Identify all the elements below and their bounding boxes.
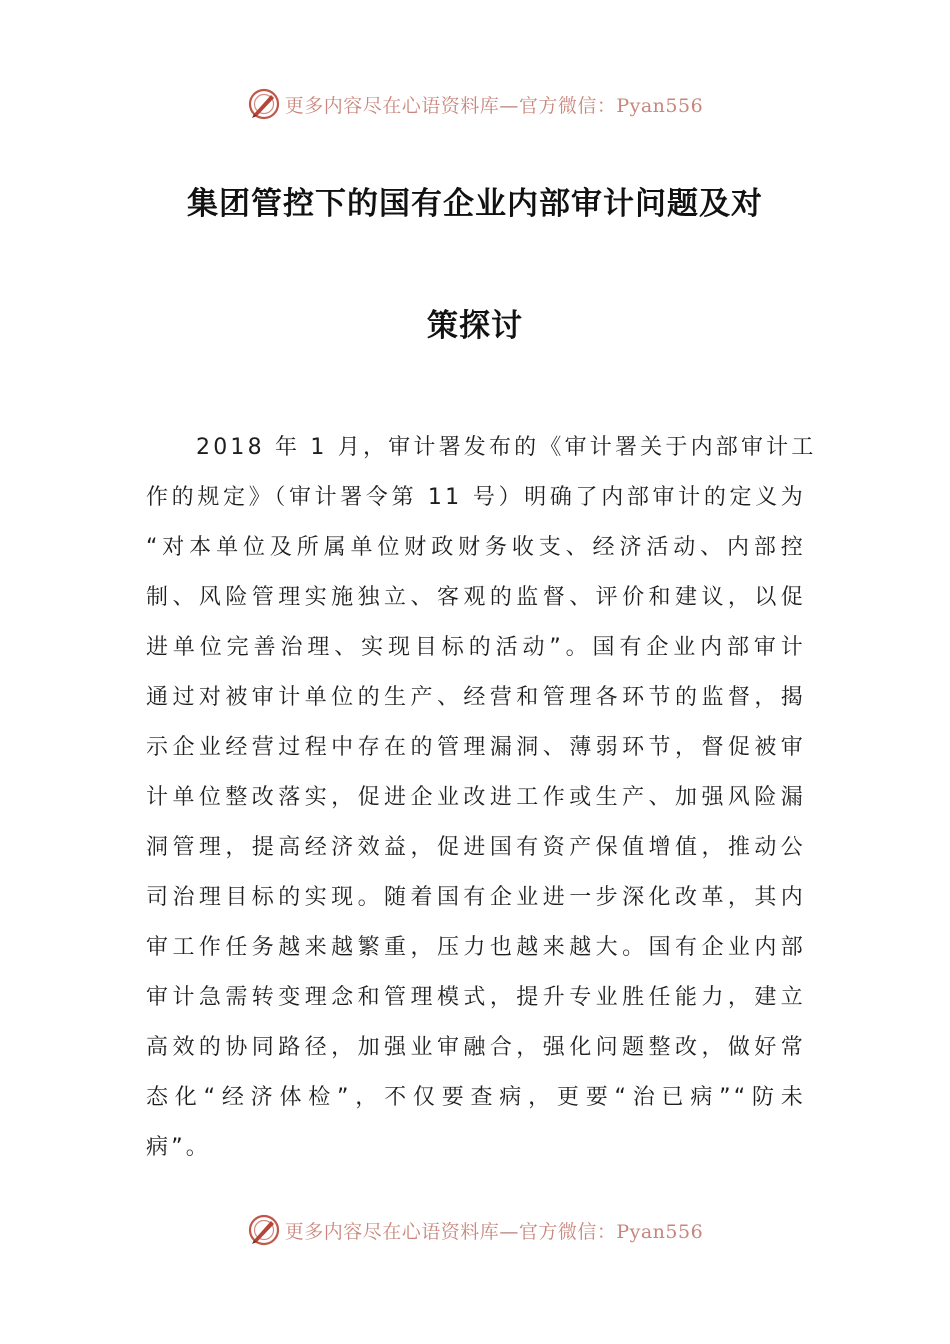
paragraph-line: 制、风险管理实施独立、客观的监督、评价和建议，以促 xyxy=(146,585,806,610)
paragraph-line: 计单位整改落实，促进企业改进工作或生产、加强风险漏 xyxy=(146,785,806,810)
paragraph-line: 高效的协同路径，加强业审融合，强化问题整改，做好常 xyxy=(146,1035,806,1060)
paragraph-line: 司治理目标的实现。随着国有企业进一步深化改革，其内 xyxy=(146,885,806,910)
paragraph-line: 审工作任务越来越繁重，压力也越来越大。国有企业内部 xyxy=(146,935,806,960)
paragraph-line: 进单位完善治理、实现目标的活动”。国有企业内部审计 xyxy=(146,635,806,660)
pen-logo-icon xyxy=(247,87,281,121)
pen-logo-icon xyxy=(247,1213,281,1247)
paragraph-line: 示企业经营过程中存在的管理漏洞、薄弱环节，督促被审 xyxy=(146,735,806,760)
paragraph-line: 洞管理，提高经济效益，促进国有资产保值增值，推动公 xyxy=(146,835,806,860)
watermark-wechat-label: 官方微信： xyxy=(518,1220,617,1243)
paragraph-line: 病”。 xyxy=(146,1135,211,1160)
paragraph-line: 态化“经济体检”，不仅要查病，更要“治已病”“防未 xyxy=(146,1085,806,1110)
paragraph-line: 审计急需转变理念和管理模式，提升专业胜任能力，建立 xyxy=(146,985,806,1010)
watermark-text: 更多内容尽在心语资料库 xyxy=(284,1220,500,1243)
document-title-line-2: 策探讨 xyxy=(427,308,523,344)
paragraph-line: 作的规定》（审计署令第 11 号）明确了内部审计的定义为 xyxy=(146,485,806,510)
header-watermark xyxy=(0,84,950,124)
footer-watermark xyxy=(0,1210,950,1250)
watermark-separator: — xyxy=(499,94,519,117)
watermark-text: 更多内容尽在心语资料库 xyxy=(284,94,500,117)
paragraph-line: “对本单位及所属单位财政财务收支、经济活动、内部控 xyxy=(146,535,806,560)
watermark-wechat-label: 官方微信： xyxy=(518,94,617,117)
body-paragraph xyxy=(146,428,817,1178)
watermark-wechat-id: Pyan556 xyxy=(616,1220,704,1243)
document-title-line-1: 集团管控下的国有企业内部审计问题及对 xyxy=(187,186,763,222)
paragraph-line: 2018 年 1 月，审计署发布的《审计署关于内部审计工 xyxy=(196,435,817,460)
watermark-separator: — xyxy=(499,1220,519,1243)
paragraph-line: 通过对被审计单位的生产、经营和管理各环节的监督，揭 xyxy=(146,685,806,710)
watermark-wechat-id: Pyan556 xyxy=(616,94,704,117)
